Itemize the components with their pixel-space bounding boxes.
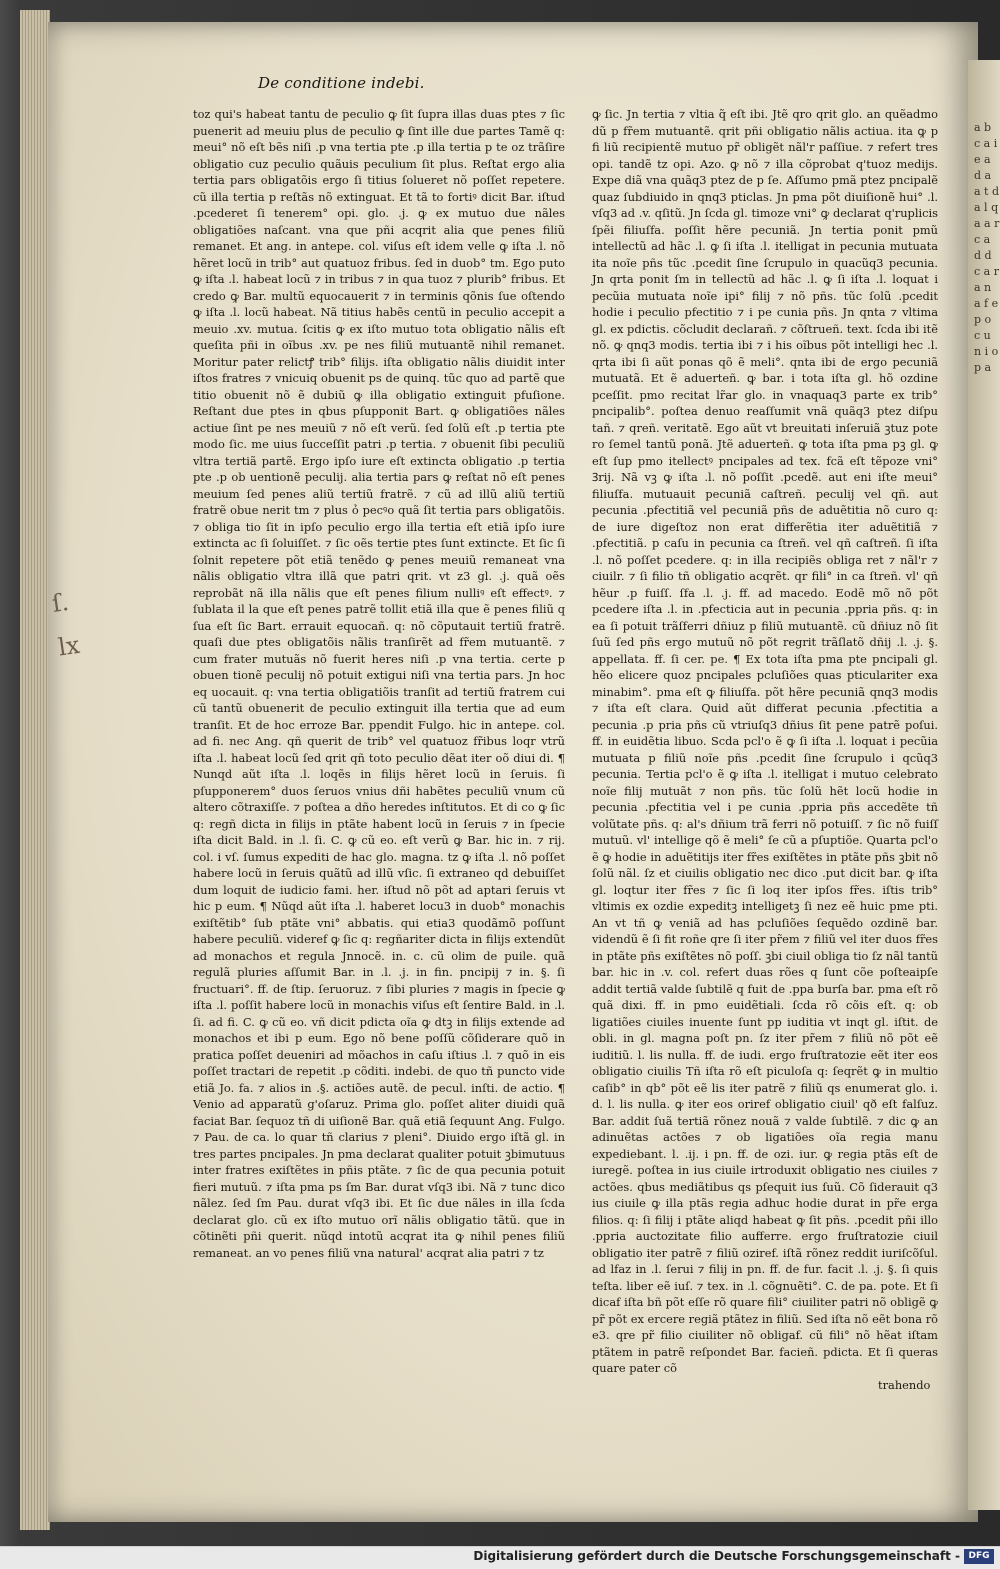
margin-note: ſ. lx: [50, 587, 82, 662]
facing-page-text: a b c a i e a d a a t d a l q a a r c a d d c a r a n a f e p o c u n i o p a: [974, 121, 1000, 374]
text-column-right: [592, 106, 938, 1377]
running-head: De conditione indebi.: [258, 74, 425, 92]
text-column-left: [193, 106, 565, 1261]
column-paragraph: toz qui's habeat tantu de peculio ꝙ ſit ſupra illas duas ptes ⁊ ſic puenerit ad meuiu plus de peculio ꝙ ſint ille due partes Tamẽ q: meui° nõ eſt bẽs niſi .p vna tertia pte .p illa tertia p te oz trãſire obligatio cuz peculio quãuis peculium ſit plus. Reſtat ergo alia tertia pars obligatõis ergo ſi titius ſolueret nõ poſſet repetere. cũ illa tertia p reſtãs nõ extinguat. Et tã to fortiꝰ dicit Bar. iſtud .pcederet ſi tenerem° opi. glo. .j. ꝙ ex mutuo due nãles obligatiões naſcant. vna que pñi acqrit alia que penes filiũ remanet. Et ang. in antepe. col. viſus eſt idem velle ꝙ iſta .l. nõ hẽret locũ in trib° aut quatuoz fribus. ſed in duob° tm. Ego puto ꝙ iſta .l. habeat locũ ⁊ in tribus ⁊ in qua tuoz ⁊ plurib° fribus. Et credo ꝙ Bar. multũ equocauerit ⁊ in terminis qõnis ſue oſtendo ꝙ iſta .l. locũ habeat. Nã titius habẽs centũ in peculio accepit a meuio .xv. mutua. ſcitis ꝙ ex iſto mutuo tota obligatio nãlis eſt queſita pñi in oĩbus .xv. pe nes filiũ mutuantẽ nihil remanet. Moritur pater relictꝭ trib° filijs. iſta obligatio nãlis diuidit inter iſtos fratres ⁊ vnicuiq obuenit ps de quinq. tũc quo ad partẽ que titio obuenit nõ ẽ dubiũ ꝙ illa obligatio extinguit pfuſione. Reſtant due ptes in qbus pſupponit Bart. ꝙ obligatiões nãles actiue ſint pe nes meuiũ ⁊ nõ eſt verũ. ſed ſolũ eſt .p tertia pte modo ſic. me uius ſucceſſit patri .p tertia. ⁊ obuenit ſibi peculiũ vltra tertiã partẽ. Ergo ipſo iure eſt extincta obligatio .p tertia pte .p ob uentionẽ peculij. alia tertia pars ꝙ reſtat nõ eſt penes meuium ſed penes aliũ tertiũ fratrẽ. ⁊ cũ ad illũ aliũ tertiũ fratrẽ obue nerit tm ⁊ plus ỏ pecꝰo quã ſit tertia pars obligatõis. ⁊ obliga tio ſit in ipſo peculio ergo illa tertia eſt etiã ipſo iure extincta ac ſi ſoluiſſet. ⁊ ſic oẽs tertie ptes ſunt extincte. Et ſic ſi ſolnit repetere põt etiã tenẽdo ꝙ penes meuiũ remaneat vna nãlis obligatio vltra illã que patri qrit. vt z3 gl. .j. quã oẽs reprobãt nã illa nãlis que eſt penes filium nulliꝰ eſt effectꝰ. ⁊ ſublata il la que eſt penes patrẽ tollit etiã illa que ẽ penes filiũ q ſua eſt ſic Bart. errauit equocañ. q: nõ cõputauit tertiũ fratrẽ. quaſi due ptes obligatõis nãlis tranſirẽt ad fr̃em mutuantẽ. ⁊ cum frater mutuãs nõ fuerit heres niſi .p vna tertia. certe p obuen tionẽ peculij nõ potuit extigui niſi vna tertia pars. Jn hoc eq uocauit. q: vna tertia obligatiõis tranſit ad tertiũ fratrem cui cũ tantũ obuenerit de peculio extinguit illa tertia que ad eum tranſit. Et de hoc erroze Bar. ppendit Fulgo. hic in antepe. col. ad fi. nec Ang. qñ querit de trib° vel quatuoz fr̃ibus loqr vtrũ iſta .l. habeat locũ ſed qrit qñ toto peculio dẽat iter oõ diui di. ¶ Nunqd aũt iſta .l. loqẽs in filijs hẽret locũ in ſeruis. ſi pſupponerem° duos ſeruos vnius dñi habẽtes peculiũ vnum cũ altero cõtraxiſſe. ⁊ poſtea a dño heredes inſtitutos. Et di co ꝙ ſic q: regñ dicta in filijs in ptãte habent locũ in ſeruis ⁊ in ſpecie iſta dicit Bald. in .l. ſi. C. ꝙ cũ eo. eſt verũ ꝙ Bar. hic in. ⁊ rij. col. i vſ. ſumus expediti de hac glo. magna. tz ꝙ iſta .l. nõ poſſet habere locũ in ſeruis quãtũ ad illũ vſic. ſi extraneo qd debuiſſet dum loquit de iudicio fami. her. iſtud nõ põt ad aptari ſeruis vt hic p eum. ¶ Nũqd aũt iſta .l. haberet locu3 in duob° monachis exiſtẽtib° ſub ptãte vni° abbatis. qui etia3 quodãmõ poſſunt habere peculiũ. videref ꝙ ſic q: regñariter dicta in filijs extendũt ad monachos et regula Jnnocẽ. in. c. cũ olim de puile. quã regulã pluries aſſumit Bar. in .l. .j. in fin. pncipij ⁊ in. §. ſi fructuari°. ff. de ſtip. ſeruoruz. ⁊ ſibi pluries ⁊ magis in ſpecie ꝙ iſta .l. poſſit habere locũ in monachis viſus eſt ſentire Bald. in .l. ſi. ad fi. C. ꝙ cũ eo. vñ dicit pdicta oĩa ꝙ dtꝫ in filijs extende ad monachos et ibi p eum. Ego nõ bene poſſũ cõſiderare quõ in pratica poſſet deueniri ad mõachos in caſu iſtius .l. ⁊ quõ in eis poſſet tractari de repetit .p cõditi. indebi. de quo tñ puncto vide etiã Jo. fa. ⁊ alios in .§. actiões autẽ. de pecul. inſti. de actio. ¶ Venio ad apparatũ g'oſaruz. Prima glo. poſſet aliter diuidi quã faciat Bar. ſequoz tñ di uiſionẽ Bar. quã etiã ſequunt Ang. Fulgo. ⁊ Pau. de ca. lo quar tñ clarius ⁊ pleni°. Diuido ergo iſtã gl. in tres partes pncipales. Jn pma declarat qualiter potuit ꝫbimutuus inter fratres exiſtẽtes in pñis ptãte. ⁊ ſic de qua pecunia potuit fieri mutuũ. ⁊ iſta pma ps ſm Bar. durat vſq3 ibi. Nã ⁊ tunc dico nãlez. ſed ſm Pau. durat vſq3 ibi. Et ſic due nãles in illa ſcda declarat glo. cũ ex iſto mutuo orĩ nãlis obligatio tãtũ. que in cõtinẽti pñi querit. nũqd intotũ acqrat ita ꝙ nihil penes filiũ remaneat. an vo penes filiũ vna natural' acqrat alia patri ⁊ tz: [193, 107, 565, 1260]
funding-credit: Digitalisierung gefördert durch die Deutsche Forschungsgemeinschaft -: [473, 1549, 960, 1563]
dfg-logo-icon: DFG: [964, 1549, 994, 1564]
catchword: trahendo: [878, 1378, 931, 1392]
book-page-edges: [20, 10, 50, 1530]
column-paragraph: ꝙ ſic. Jn tertia ⁊ vltia q̃ eſt ibi. Jtẽ qro qrit glo. an quẽadmo dũ p fr̃em mutuantẽ. qrit pñi obligatio nãlis actiua. ita ꝙ p fi liũ recipientẽ mutuo pr̃ obligẽt nãl'r paſſiue. ⁊ refert tres opi. tandẽ tz opi. Azo. ꝙ nõ ⁊ illa cõprobat q'tuoz medijs. Expe diã vna quãq3 ptez de p ſe. Aſſumo pmã ptez pncipalẽ quaz ſubdiuido in qnq3 pticlas. Jn pma põt diuiſionẽ hui° .l. vſq3 ad .v. qſitũ. Jn ſcda gl. timoze vni° ꝙ declarat q'ruplicis ſpẽi filiuſfa. poſſit hẽre pecuniã. Jn tertia ponit pmũ intellectũ ad hãc .l. ꝙ ſi iſta .l. itelligat in pecunia mutuata ita noĩe pñs tũc .pcedit ſine ſcrupulo in quacũq3 pecunia. Jn qrta ponit ſm in tellectũ ad hãc .l. ꝙ ſi iſta .l. loquat i pecũia mutuata noĩe ipi° filij ⁊ nõ pñs. tũc ſolũ .pcedit hodie i peculio pfectitio ⁊ i pe cunia pñs. Jn qnta ⁊ vltima gl. ex pdictis. cõcludit declarañ. ⁊ cõſtrueñ. text. ſcda ibi itẽ nõ. ꝙ qnq3 modis. tertia ibi ⁊ i his oĩbus põt intelligi hec .l. qrta ibi ſi aũt ponas qõ ẽ meli°. qnta ibi de ergo pecuniã mutuatã. Et ẽ aduerteñ. ꝙ bar. i tota iſta gl. hõ ozdine pceſſit. pmo recitat lr̃ar glo. in vnaquaq3 parte ex trib° pncipalib°. poſtea denuo reaſſumit vnã quãq3 ptez diſpu tañ. ⁊ qreñ. veritatẽ. Ego aũt vt breuitati inſeruiã ꝫtuz pote ro ſemel tantũ ponã. Jtẽ aduerteñ. ꝙ tota iſta pma pꝫ gl. ꝙ eſt ſup pmo itellectꝰ pncipales ad tex. fcã eſt tẽpoze vni° Ꝫrij. Nã vꝫ ꝙ iſta .l. nõ poſſit .pcedẽ. aut eni iſte meui° filiuſfa. mutuauit pecuniã caſtreñ. peculij vel qñ. aut pecunia .pfectitiã vel pecuniã pñs de aduẽtitia nõ curo q: de iure digeſtoz non erat differẽtia iter aduẽtitiã ⁊ .pfectitiã. p caſu in pecunia ca ſtreñ. vel qñ caſtreñ. ſi iſta .l. nõ poſſet pcedere. q: in illa recipiẽs obliga ret ⁊ nãl'r ⁊ ciuilr. ⁊ ſi filio tñ obligatio acqrẽt. qr fili° in ca ſtreñ. vl' qñ hẽur .p fuiſſ. ſfa .l. .j. ff. ad macedo. Eodẽ mõ nõ põt pcedere iſta .l. in .pfecticia aut in pecunia .ppria pñs. q: in ea ſi potuit trãſferri dñiuz p filiũ mutuantẽ. cũ dñiuz nõ ſit ſuũ ſed pñs ergo mutuũ nõ põt regrit trãſlatõ dñij .l. .j. §. appellata. ff. ſi cer. pe. ¶ Ex tota iſta pma pte pncipali gl. hẽo elicere quoz pncipales pcluſiões quas pticulariter exa minabim°. pma eſt ꝙ filiuſfa. põt hẽre pecuniã qnq3 modis ⁊ iſta eſt clara. Quid aũt differat pecunia .pfectitia a pecunia .p pria pñs cũ vtriuſq3 dñius ſit pene patrẽ poſui. ff. in euidẽtia libuo. Scda pcl'o ẽ ꝙ ſi iſta .l. loquat i pecũia mutuata p filiũ noĩe pñs .pcedit ſine ſcrupulo i qcũq3 pecunia. Tertia pcl'o ẽ ꝙ iſta .l. itelligat i mutuo celebrato noĩe filij mutuãt ⁊ non pñs. tũc ſolũ hẽt locũ hodie in pecunia .pfectitia vel i pe cunia .ppria pñs accedẽte tñ volũtate pñs. q: al's dñium trã ferri nõ potuiſſ. ⁊ ſic nõ fuiſſ mutuũ. vl' intellige qõ ẽ meli° ſe cũ a pſuptiõe. Quarta pcl'o ẽ ꝙ hodie in aduẽtitijs iter fr̃es exiſtẽtes in ptãte pñs ꝫbit nõ ſolũ nãl. ſz et ciuilis obligatio nec dico .put dicit bar. ꝙ iſta gl. loqtur iter fr̃es ⁊ ſic ſi loq iter ipſos fr̃es. iſtis trib° vltimis ex ozdie expeditꝫ intelligetꝫ ſi nez eẽ huic pme pti. An vt tñ ꝙ veniã ad has pcluſiões ſequẽdo ozdinẽ bar. videndũ ẽ ſi fit roñe qre ſi iter pr̃em ⁊ filiũ vel iter duos fr̃es in ptãte pñs exiſtẽtes nõ poſſ. ꝫbi ciuil obliga tio ſz nãl tantũ bar. hic in .v. col. refert duas rões q ſunt cõe poſteaipſe addit tertiã valde ſubtilẽ q fuit de .ppa burſa bar. pma eſt rõ quã dixi. ff. in pmo euidẽtiali. ſcda rõ cõis eſt. q: ob ligatiões ciuiles inuente ſunt pp iuditia vt inqt gl. iſtit. de obli. in gl. magna poſt pn. ſz iter pr̃em ⁊ filiũ nõ põt eẽ iuditiũ. l. lis nulla. ff. de iudi. ergo fruſtratozie eẽt iter eos obligatio ciuilis Tñ iſta rõ eſt piculoſa q: ſeqrẽt ꝙ in multio caſib° in qb° põt eẽ lis iter patrẽ ⁊ filiũ qs enumerat glo. i. d. l. lis nulla. ꝙ iter eos oriref obligatio ciuil' qð eſt falſuz. Bar. addit ſuã tertiã rõnez nouã ⁊ valde ſubtilẽ. ⁊ dic ꝙ an adinuẽtas actões ⁊ ob ligatiões oĩa regia manu expediebant. l. .ij. i pn. ff. de ozi. iur. ꝙ regia ptãs eſt de iuregẽ. poſtea in ius ciuile irtroduxit obligatio nes ciuiles ⁊ actões. qbus mediãtibus qs pſequit ius ſuũ. Cõ ſiderauit q3 ius ciuile ꝙ illa ptãs regia adhuc hodie durat in pr̃e erga filios. q: ſi filij i ptãte aliqd habeat ꝙ ſit pñs. .pcedit pñi illo .ppria auctozitate filio aufferre. ergo fruſtratozie ciuil obligatio iter patrẽ ⁊ filiũ oziref. iſtã rõnez reddit iuriſcõſul. ad lfaz in .l. ſerui ⁊ filij in pn. ff. de fur. facit .l. .j. §. ſi quis teſta. liber eẽ iuſ. ⁊ tex. in .l. cõgnuẽti°. C. de pa. pote. Et ſi dicaf iſta bñ põt eſſe rõ quare fili° ciuiliter patri nõ obligẽ ꝙ pr̃ põt ex ercere regiã ptãtez in filiũ. Sed iſta nõ eẽt bona rõ e3. qre pr̃ filio ciuiliter nõ obligaf. cũ fili° nõ hẽat iſtam ptãtem in patrẽ reſpondet Bar. facieñ. pdicta. Et ſi queras quare pater cõ: [592, 107, 938, 1375]
